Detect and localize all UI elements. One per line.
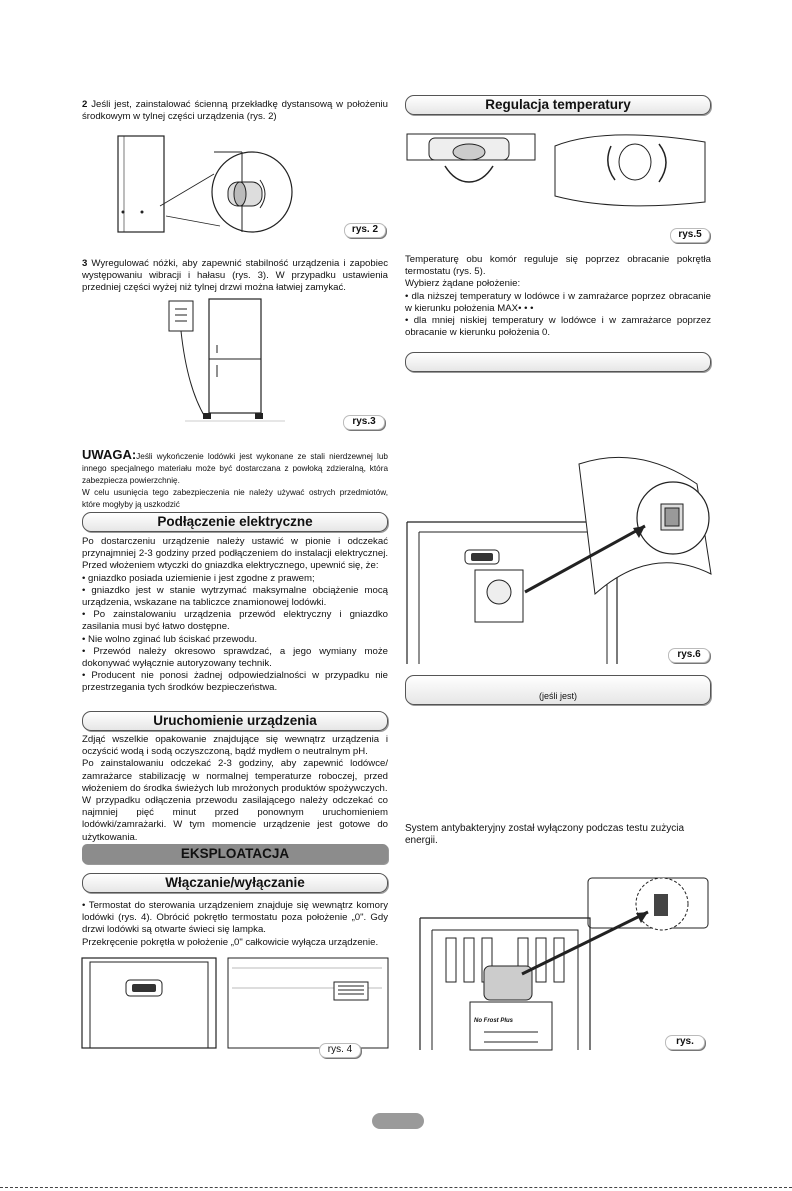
step-number: 3 [82, 258, 88, 269]
temp-max-symbol: • • • [518, 302, 534, 314]
fig-5-label: rys.5 [670, 228, 710, 243]
exploitation-header: EKSPLOATACJA [82, 844, 388, 864]
step-3-text [82, 258, 388, 295]
figure-6-illustration [405, 452, 711, 664]
crop-line [0, 1187, 792, 1188]
uwaga-note [82, 449, 388, 511]
electric-header: Podłączenie elektryczne [82, 512, 388, 532]
figure-7-illustration [412, 878, 712, 1050]
step-2-body: Jeśli jest, zainstalować ścienną przekładkę dystansową w położeniu środkowym w tylnej części urządzenia (rys. 2) [82, 99, 388, 123]
fig-4-label: rys. 4 [319, 1043, 361, 1058]
onoff-header: Włączanie/wyłączanie [82, 873, 388, 893]
figure-5-illustration [405, 126, 711, 226]
electric-bullet: • gniazdko posiada uziemienie i jest zgodne z prawem; [82, 572, 315, 584]
startup-paragraph: Zdjąć wszelkie opakowanie znajdujące się wewnątrz urządzenia i oczyścić wodą i sodą oczyszczoną, bądź mydłem o neutralnym pH. [82, 734, 388, 758]
uwaga-text: Jeśli wykończenie lodówki jest wykonane ze stali nierdzewnej lub innego specjalnego materiału może być dostarczana z powłoką zdzieralną, która zabezpiecza powierzchnię. [82, 452, 388, 486]
electric-bullet: • Nie wolno zginać lub ściskać przewodu. [82, 633, 258, 645]
electric-bullet: • Po zainstalowaniu urządzenia przewód elektryczny i gniazdko zasilania musi być łatwo dostępne. [82, 609, 388, 633]
antibacterial-text: System antybakteryjny został wyłączony podczas testu zużycia energii. [405, 823, 685, 847]
page-number-tab [372, 1113, 424, 1129]
electric-bullet: • Producent nie ponosi żadnej odpowiedzialności w przypadku nie przestrzegania tych środków bezpieczeństwa. [82, 670, 388, 694]
startup-section [82, 734, 388, 844]
figure-3-illustration [165, 297, 295, 427]
startup-header: Uruchomienie urządzenia [82, 711, 388, 731]
uwaga-text-2: W celu usunięcia tego zabezpieczenia nie należy używać ostrych przedmiotów, które mogłyby ją uszkodzić [82, 488, 388, 510]
fig-6-label: rys.6 [668, 648, 710, 663]
startup-paragraph: Po zainstalowaniu odczekać 2-3 godziny, aby zapewnić lodówce/ zamrażarce stabilizację w normalnej temperaturze roboczej, przed włożeniem do środka świeżych lub mrożonych produktów spożywczych. [82, 758, 388, 794]
step-3-body: Wyregulować nóżki, aby zapewnić stabilność urządzenia i zapobiec występowaniu wibracji i hałasu (rys. 3). W przypadku ustawienia przedniej części wyżej niż tylnej drzwi można łatwiej zamykać. [82, 258, 388, 294]
electric-section [82, 536, 388, 695]
figure-4-illustration [82, 958, 388, 1048]
step-number: 2 [82, 99, 88, 110]
temp-bullet: • dla niższej temperatury w lodówce i w zamrażarce poprzez obracanie w kierunku położenia MAX [405, 290, 711, 314]
antibacterial-header [405, 675, 711, 705]
fig-2-label: rys. 2 [344, 223, 386, 238]
electric-bullet: • Przewód należy okresowo sprawdzać, a jego wymiany może dokonywać wyłącznie autoryzowany technik. [82, 645, 388, 670]
antibacterial-header-sub: (jeśli jest) [538, 691, 577, 701]
temp-bullet: • dla mniej niskiej temperatury w lodówce i w zamrażarce poprzez obracanie w kierunku położenia 0. [405, 315, 711, 339]
startup-paragraph: W przypadku odłączenia przewodu zasilającego należy odczekać co najmniej pięć minut przed ponownym uruchomieniem lodówki/zamrażarki. W tym momencie urządzenie jest gotowe do użytkowania. [82, 795, 388, 843]
no-frost-plus-label: No Frost Plus [474, 1018, 514, 1024]
temp-paragraph: Temperaturę obu komór reguluje się poprzez obracanie pokrętła termostatu (rys. 5). [405, 254, 711, 278]
temp-paragraph: Wybierz żądane położenie: [405, 278, 521, 290]
section-header-blank [405, 352, 711, 372]
onoff-section [82, 900, 388, 949]
electric-bullet: • gniazdko jest w stanie wytrzymać maksymalne obciążenie mocą urządzenia, wskazane na tabliczce znamionowej lodówki. [82, 584, 388, 609]
onoff-paragraph: Przekręcenie pokrętła w położenie „0" całkowicie wyłącza urządzenie. [82, 936, 379, 948]
uwaga-label: UWAGA: [82, 447, 137, 462]
fig-7-label: rys. [665, 1035, 705, 1050]
step-2-text [82, 99, 388, 123]
fig-3-label: rys.3 [343, 415, 385, 430]
onoff-paragraph: • Termostat do sterowania urządzeniem znajduje się wewnątrz komory lodówki (rys. 4). Obrócić pokrętło termostatu poza położenie „0". Gdy drzwi lodówki są otwarte świeci się lampka. [82, 900, 388, 936]
temp-section [405, 254, 711, 339]
temp-header: Regulacja temperatury [405, 95, 711, 115]
electric-intro: Po dostarczeniu urządzenie należy ustawić w pionie i odczekać przynajmniej 2-3 godziny przed podłączeniem do instalacji elektrycznej. Przed włożeniem wtyczki do gniazdka elektrycznego, upewnić się, że: [82, 536, 388, 572]
figure-2-illustration [110, 130, 290, 245]
